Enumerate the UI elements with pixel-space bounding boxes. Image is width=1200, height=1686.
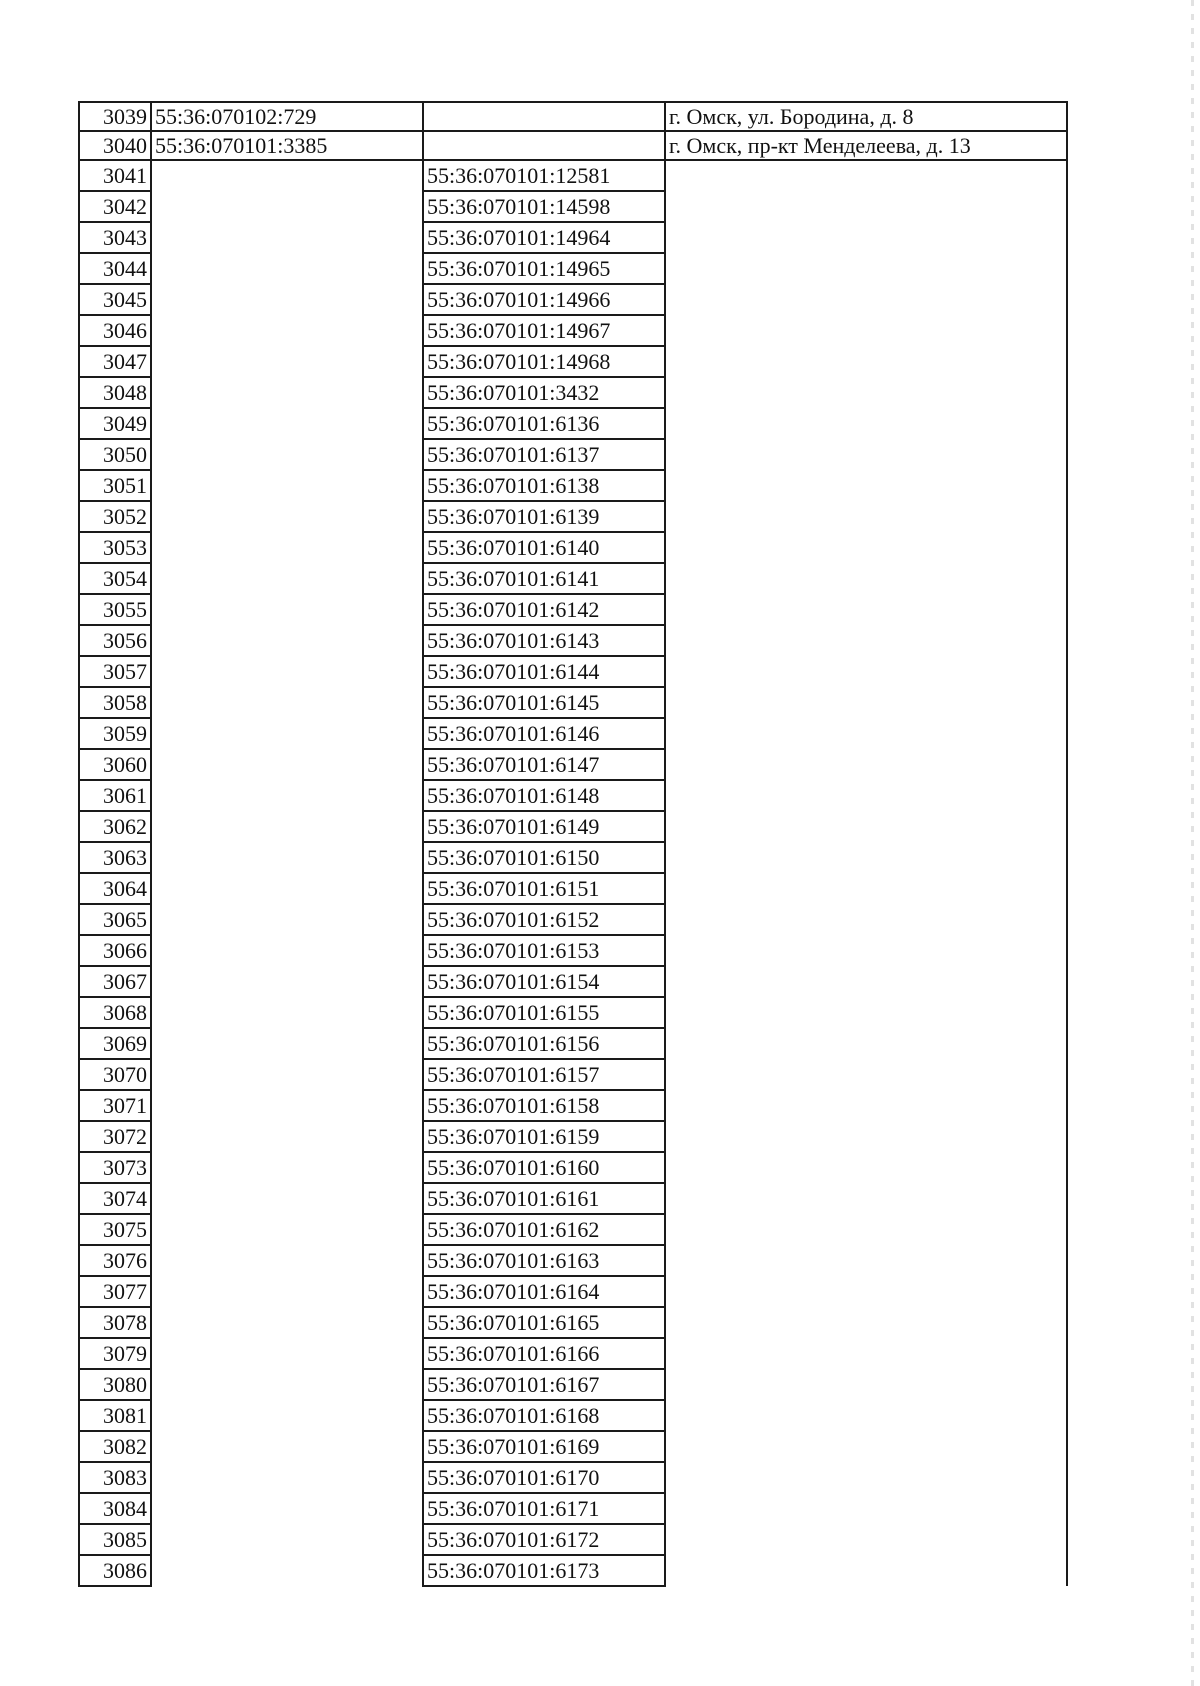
table-row	[79, 1245, 1067, 1276]
building-cadastral-cell	[151, 315, 423, 346]
building-cadastral-cell	[151, 1152, 423, 1183]
premises-cadastral-cell: 55:36:070101:6152	[423, 904, 665, 935]
table-row	[79, 1555, 1067, 1586]
premises-cadastral-cell: 55:36:070101:6146	[423, 718, 665, 749]
address-cell	[665, 1121, 1067, 1152]
premises-cadastral-cell: 55:36:070101:6151	[423, 873, 665, 904]
table-row	[79, 1369, 1067, 1400]
table-row	[79, 687, 1067, 718]
row-number-cell: 3085	[79, 1524, 151, 1555]
address-cell	[665, 780, 1067, 811]
building-cadastral-cell	[151, 811, 423, 842]
table-row	[79, 102, 1067, 131]
address-cell	[665, 1090, 1067, 1121]
address-cell: г. Омск, пр-кт Менделеева, д. 13	[665, 131, 1067, 160]
building-cadastral-cell	[151, 1555, 423, 1586]
table-row	[79, 1338, 1067, 1369]
premises-cadastral-cell: 55:36:070101:6164	[423, 1276, 665, 1307]
address-cell	[665, 904, 1067, 935]
premises-cadastral-cell: 55:36:070101:14966	[423, 284, 665, 315]
address-cell: г. Омск, ул. Бородина, д. 8	[665, 102, 1067, 131]
building-cadastral-cell	[151, 439, 423, 470]
building-cadastral-cell	[151, 1090, 423, 1121]
premises-cadastral-cell: 55:36:070101:6167	[423, 1369, 665, 1400]
table-row	[79, 253, 1067, 284]
address-cell	[665, 160, 1067, 191]
table-row	[79, 1462, 1067, 1493]
table-row	[79, 1059, 1067, 1090]
building-cadastral-cell	[151, 1524, 423, 1555]
premises-cadastral-cell: 55:36:070101:6168	[423, 1400, 665, 1431]
row-number-cell: 3074	[79, 1183, 151, 1214]
row-number-cell: 3053	[79, 532, 151, 563]
premises-cadastral-cell: 55:36:070101:6136	[423, 408, 665, 439]
row-number-cell: 3077	[79, 1276, 151, 1307]
row-number-cell: 3054	[79, 563, 151, 594]
premises-cadastral-cell: 55:36:070101:6145	[423, 687, 665, 718]
row-number-cell: 3046	[79, 315, 151, 346]
table-row	[79, 966, 1067, 997]
row-number-cell: 3045	[79, 284, 151, 315]
premises-cadastral-cell: 55:36:070101:6155	[423, 997, 665, 1028]
premises-cadastral-cell: 55:36:070101:6142	[423, 594, 665, 625]
building-cadastral-cell	[151, 1369, 423, 1400]
table-row	[79, 1152, 1067, 1183]
table-row	[79, 904, 1067, 935]
row-number-cell: 3082	[79, 1431, 151, 1462]
premises-cadastral-cell: 55:36:070101:6172	[423, 1524, 665, 1555]
building-cadastral-cell	[151, 532, 423, 563]
table-row	[79, 501, 1067, 532]
premises-cadastral-cell: 55:36:070101:6149	[423, 811, 665, 842]
row-number-cell: 3073	[79, 1152, 151, 1183]
premises-cadastral-cell: 55:36:070101:6170	[423, 1462, 665, 1493]
row-number-cell: 3069	[79, 1028, 151, 1059]
building-cadastral-cell	[151, 656, 423, 687]
row-number-cell: 3052	[79, 501, 151, 532]
row-number-cell: 3056	[79, 625, 151, 656]
table-row	[79, 284, 1067, 315]
table-row	[79, 160, 1067, 191]
address-cell	[665, 1555, 1067, 1586]
premises-cadastral-cell: 55:36:070101:6144	[423, 656, 665, 687]
building-cadastral-cell	[151, 1183, 423, 1214]
building-cadastral-cell	[151, 346, 423, 377]
premises-cadastral-cell: 55:36:070101:6159	[423, 1121, 665, 1152]
address-cell	[665, 563, 1067, 594]
table-row	[79, 222, 1067, 253]
address-cell	[665, 718, 1067, 749]
premises-cadastral-cell: 55:36:070101:6169	[423, 1431, 665, 1462]
address-cell	[665, 408, 1067, 439]
row-number-cell: 3066	[79, 935, 151, 966]
premises-cadastral-cell: 55:36:070101:14964	[423, 222, 665, 253]
building-cadastral-cell	[151, 904, 423, 935]
row-number-cell: 3065	[79, 904, 151, 935]
row-number-cell: 3058	[79, 687, 151, 718]
row-number-cell: 3055	[79, 594, 151, 625]
row-number-cell: 3079	[79, 1338, 151, 1369]
building-cadastral-cell	[151, 687, 423, 718]
building-cadastral-cell	[151, 1338, 423, 1369]
building-cadastral-cell	[151, 160, 423, 191]
premises-cadastral-cell: 55:36:070101:14968	[423, 346, 665, 377]
table-row	[79, 780, 1067, 811]
building-cadastral-cell	[151, 1276, 423, 1307]
building-cadastral-cell	[151, 191, 423, 222]
table-row	[79, 873, 1067, 904]
premises-cadastral-cell: 55:36:070101:14967	[423, 315, 665, 346]
building-cadastral-cell	[151, 935, 423, 966]
address-cell	[665, 1028, 1067, 1059]
building-cadastral-cell	[151, 1059, 423, 1090]
address-cell	[665, 935, 1067, 966]
row-number-cell: 3048	[79, 377, 151, 408]
building-cadastral-cell	[151, 718, 423, 749]
row-number-cell: 3081	[79, 1400, 151, 1431]
building-cadastral-cell	[151, 1121, 423, 1152]
building-cadastral-cell	[151, 1462, 423, 1493]
building-cadastral-cell: 55:36:070102:729	[151, 102, 423, 131]
address-cell	[665, 284, 1067, 315]
premises-cadastral-cell: 55:36:070101:6148	[423, 780, 665, 811]
row-number-cell: 3072	[79, 1121, 151, 1152]
building-cadastral-cell: 55:36:070101:3385	[151, 131, 423, 160]
premises-cadastral-cell: 55:36:070101:6157	[423, 1059, 665, 1090]
building-cadastral-cell	[151, 1214, 423, 1245]
address-cell	[665, 687, 1067, 718]
address-cell	[665, 997, 1067, 1028]
table-row	[79, 842, 1067, 873]
table-row	[79, 1431, 1067, 1462]
premises-cadastral-cell: 55:36:070101:6163	[423, 1245, 665, 1276]
address-cell	[665, 346, 1067, 377]
premises-cadastral-cell: 55:36:070101:6153	[423, 935, 665, 966]
row-number-cell: 3076	[79, 1245, 151, 1276]
address-cell	[665, 811, 1067, 842]
table-row	[79, 997, 1067, 1028]
premises-cadastral-cell: 55:36:070101:14965	[423, 253, 665, 284]
premises-cadastral-cell: 55:36:070101:6166	[423, 1338, 665, 1369]
building-cadastral-cell	[151, 408, 423, 439]
table-row	[79, 1028, 1067, 1059]
row-number-cell: 3051	[79, 470, 151, 501]
premises-cadastral-cell: 55:36:070101:6150	[423, 842, 665, 873]
table-row	[79, 1183, 1067, 1214]
address-cell	[665, 1183, 1067, 1214]
building-cadastral-cell	[151, 1493, 423, 1524]
row-number-cell: 3043	[79, 222, 151, 253]
premises-cadastral-cell: 55:36:070101:12581	[423, 160, 665, 191]
table-row	[79, 1400, 1067, 1431]
table-row	[79, 346, 1067, 377]
table-row	[79, 1214, 1067, 1245]
address-cell	[665, 253, 1067, 284]
address-cell	[665, 594, 1067, 625]
address-cell	[665, 873, 1067, 904]
row-number-cell: 3083	[79, 1462, 151, 1493]
premises-cadastral-cell: 55:36:070101:6138	[423, 470, 665, 501]
row-number-cell: 3044	[79, 253, 151, 284]
premises-cadastral-cell: 55:36:070101:6162	[423, 1214, 665, 1245]
table-row	[79, 625, 1067, 656]
address-cell	[665, 1307, 1067, 1338]
address-cell	[665, 1400, 1067, 1431]
premises-cadastral-cell: 55:36:070101:6161	[423, 1183, 665, 1214]
building-cadastral-cell	[151, 1431, 423, 1462]
building-cadastral-cell	[151, 594, 423, 625]
premises-cadastral-cell: 55:36:070101:6143	[423, 625, 665, 656]
row-number-cell: 3040	[79, 131, 151, 160]
address-cell	[665, 656, 1067, 687]
row-number-cell: 3061	[79, 780, 151, 811]
building-cadastral-cell	[151, 377, 423, 408]
row-number-cell: 3071	[79, 1090, 151, 1121]
building-cadastral-cell	[151, 1400, 423, 1431]
address-cell	[665, 1431, 1067, 1462]
address-cell	[665, 439, 1067, 470]
building-cadastral-cell	[151, 222, 423, 253]
address-cell	[665, 1276, 1067, 1307]
table-row	[79, 532, 1067, 563]
building-cadastral-cell	[151, 501, 423, 532]
premises-cadastral-cell: 55:36:070101:6141	[423, 563, 665, 594]
address-cell	[665, 470, 1067, 501]
premises-cadastral-cell: 55:36:070101:6171	[423, 1493, 665, 1524]
premises-cadastral-cell: 55:36:070101:6139	[423, 501, 665, 532]
table-row	[79, 1121, 1067, 1152]
table-row	[79, 1493, 1067, 1524]
premises-cadastral-cell: 55:36:070101:6160	[423, 1152, 665, 1183]
building-cadastral-cell	[151, 284, 423, 315]
row-number-cell: 3047	[79, 346, 151, 377]
building-cadastral-cell	[151, 873, 423, 904]
table-row	[79, 408, 1067, 439]
address-cell	[665, 315, 1067, 346]
building-cadastral-cell	[151, 470, 423, 501]
row-number-cell: 3039	[79, 102, 151, 131]
address-cell	[665, 1462, 1067, 1493]
building-cadastral-cell	[151, 997, 423, 1028]
address-cell	[665, 1524, 1067, 1555]
premises-cadastral-cell: 55:36:070101:6137	[423, 439, 665, 470]
premises-cadastral-cell: 55:36:070101:6156	[423, 1028, 665, 1059]
table-row	[79, 563, 1067, 594]
building-cadastral-cell	[151, 842, 423, 873]
table-row	[79, 656, 1067, 687]
table-row	[79, 1307, 1067, 1338]
row-number-cell: 3070	[79, 1059, 151, 1090]
row-number-cell: 3041	[79, 160, 151, 191]
row-number-cell: 3086	[79, 1555, 151, 1586]
address-cell	[665, 1214, 1067, 1245]
row-number-cell: 3063	[79, 842, 151, 873]
premises-cadastral-cell: 55:36:070101:3432	[423, 377, 665, 408]
row-number-cell: 3067	[79, 966, 151, 997]
table-row	[79, 749, 1067, 780]
premises-cadastral-cell: 55:36:070101:6147	[423, 749, 665, 780]
premises-cadastral-cell: 55:36:070101:6158	[423, 1090, 665, 1121]
building-cadastral-cell	[151, 1245, 423, 1276]
address-cell	[665, 1369, 1067, 1400]
table-body	[79, 102, 1067, 1586]
premises-cadastral-cell: 55:36:070101:6154	[423, 966, 665, 997]
building-cadastral-cell	[151, 1028, 423, 1059]
address-cell	[665, 1152, 1067, 1183]
building-cadastral-cell	[151, 749, 423, 780]
table-row	[79, 935, 1067, 966]
cadastral-registry-table	[78, 101, 1068, 1587]
building-cadastral-cell	[151, 966, 423, 997]
row-number-cell: 3057	[79, 656, 151, 687]
building-cadastral-cell	[151, 780, 423, 811]
table-row	[79, 1090, 1067, 1121]
building-cadastral-cell	[151, 625, 423, 656]
address-cell	[665, 191, 1067, 222]
building-cadastral-cell	[151, 1307, 423, 1338]
row-number-cell: 3060	[79, 749, 151, 780]
building-cadastral-cell	[151, 563, 423, 594]
premises-cadastral-cell: 55:36:070101:6173	[423, 1555, 665, 1586]
table-row	[79, 811, 1067, 842]
premises-cadastral-cell	[423, 131, 665, 160]
address-cell	[665, 842, 1067, 873]
address-cell	[665, 1245, 1067, 1276]
row-number-cell: 3084	[79, 1493, 151, 1524]
row-number-cell: 3068	[79, 997, 151, 1028]
row-number-cell: 3064	[79, 873, 151, 904]
address-cell	[665, 1059, 1067, 1090]
premises-cadastral-cell: 55:36:070101:14598	[423, 191, 665, 222]
scan-edge-artifact	[1191, 0, 1194, 1686]
table-row	[79, 191, 1067, 222]
row-number-cell: 3050	[79, 439, 151, 470]
address-cell	[665, 966, 1067, 997]
address-cell	[665, 222, 1067, 253]
building-cadastral-cell	[151, 253, 423, 284]
address-cell	[665, 749, 1067, 780]
address-cell	[665, 501, 1067, 532]
row-number-cell: 3042	[79, 191, 151, 222]
table-row	[79, 315, 1067, 346]
address-cell	[665, 377, 1067, 408]
premises-cadastral-cell	[423, 102, 665, 131]
row-number-cell: 3075	[79, 1214, 151, 1245]
address-cell	[665, 1493, 1067, 1524]
table-row	[79, 470, 1067, 501]
row-number-cell: 3062	[79, 811, 151, 842]
row-number-cell: 3049	[79, 408, 151, 439]
premises-cadastral-cell: 55:36:070101:6140	[423, 532, 665, 563]
row-number-cell: 3078	[79, 1307, 151, 1338]
table-row	[79, 377, 1067, 408]
table-row	[79, 1524, 1067, 1555]
table-row	[79, 594, 1067, 625]
table-row	[79, 1276, 1067, 1307]
row-number-cell: 3059	[79, 718, 151, 749]
address-cell	[665, 532, 1067, 563]
premises-cadastral-cell: 55:36:070101:6165	[423, 1307, 665, 1338]
table-row	[79, 439, 1067, 470]
address-cell	[665, 625, 1067, 656]
address-cell	[665, 1338, 1067, 1369]
table-row	[79, 718, 1067, 749]
table-row	[79, 131, 1067, 160]
row-number-cell: 3080	[79, 1369, 151, 1400]
